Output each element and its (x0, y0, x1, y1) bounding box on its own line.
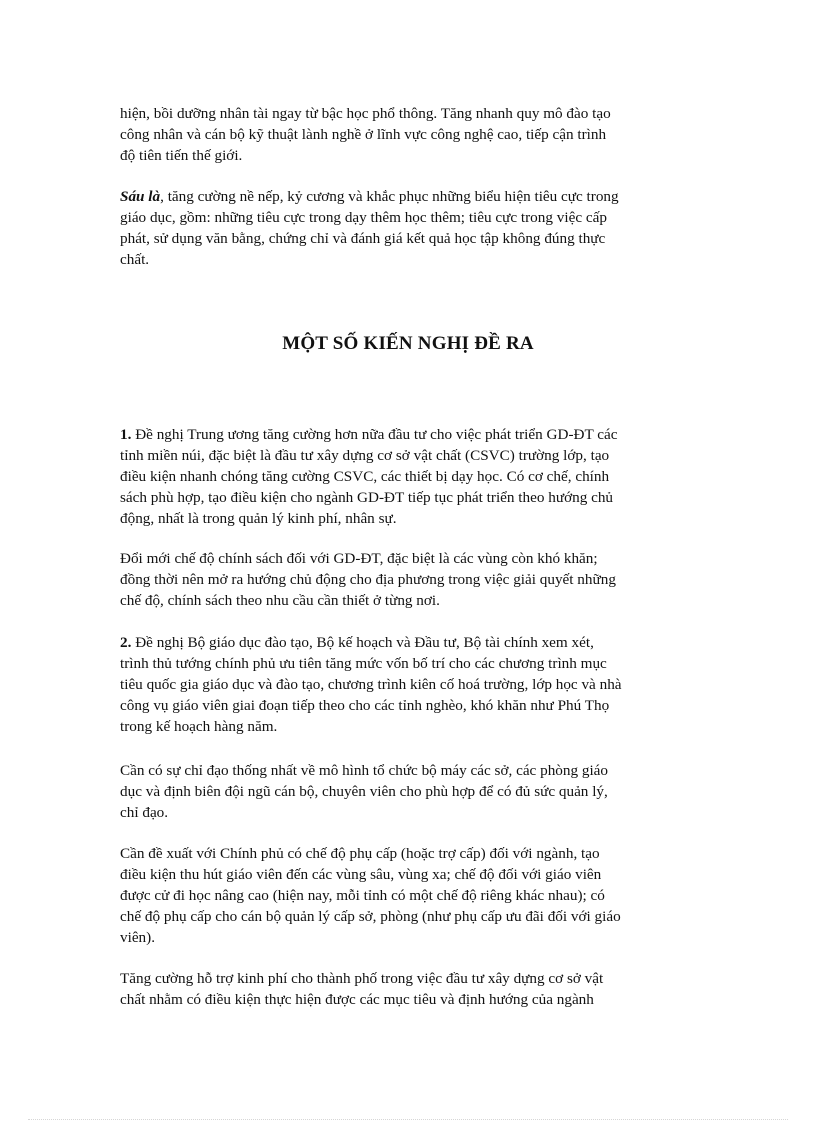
paragraph-2 (120, 186, 698, 270)
paragraph-line: công vụ giáo viên giai đoạn tiếp theo cho các tỉnh nghèo, khó khăn như Phú Thọ (120, 697, 610, 714)
paragraph-line: chất. (120, 251, 150, 268)
section-heading: MỘT SỐ KIẾN NGHỊ ĐỀ RA (282, 333, 534, 354)
paragraph-lead-term: Sáu là (120, 188, 161, 205)
paragraph-line: điều kiện thu hút giáo viên đến các vùng sâu, vùng xa; chế độ đối với giáo viên (120, 866, 602, 883)
paragraph-first-line-rest: Đề nghị Bộ giáo dục đào tạo, Bộ kế hoạch và Đầu tư, Bộ tài chính xem xét, (131, 634, 594, 651)
paragraph-line: tiêu quốc gia giáo dục và đào tạo, chương trình kiên cố hoá trường, lớp học và nhà (120, 676, 622, 693)
paragraph-line: sách phù hợp, tạo điều kiện cho ngành GD-ĐT tiếp tục phát triển theo hướng chủ (120, 489, 614, 506)
paragraph-line: công nhân và cán bộ kỹ thuật lành nghề ở lĩnh vực công nghệ cao, tiếp cận trình (120, 126, 607, 143)
paragraph-line: chế độ phụ cấp cho cán bộ quản lý cấp sở, phòng (như phụ cấp ưu đãi đối với giáo (120, 908, 621, 925)
paragraph-7 (120, 843, 698, 948)
paragraph-first-line (120, 424, 698, 445)
paragraph-first-line (120, 186, 698, 207)
paragraph-line: độ tiên tiến thế giới. (120, 147, 243, 164)
paragraph-line: hiện, bồi dưỡng nhân tài ngay từ bậc học phổ thông. Tăng nhanh quy mô đào tạo (120, 105, 611, 122)
paragraph-6 (120, 760, 698, 823)
paragraph-line: chế độ, chính sách theo nhu cầu cần thiết ở từng nơi. (120, 592, 440, 609)
paragraph-line: động, nhất là trong quản lý kinh phí, nhân sự. (120, 510, 397, 527)
paragraph-line: dục và định biên đội ngũ cán bộ, chuyên viên cho phù hợp để có đủ sức quản lý, (120, 783, 608, 800)
paragraph-line: Đổi mới chế độ chính sách đối với GD-ĐT, đặc biệt là các vùng còn khó khăn; (120, 550, 598, 567)
paragraph-line: trình thủ tướng chính phủ ưu tiên tăng mức vốn bố trí cho các chương trình mục (120, 655, 607, 672)
paragraph-line: phát, sử dụng văn bằng, chứng chỉ và đánh giá kết quả học tập không đúng thực (120, 230, 606, 247)
paragraph-4 (120, 548, 698, 611)
paragraph-line: giáo dục, gồm: những tiêu cực trong dạy thêm học thêm; tiêu cực trong việc cấp (120, 209, 607, 226)
paragraph-8 (120, 968, 698, 1010)
paragraph-line: viên). (120, 929, 156, 946)
paragraph-line: điều kiện nhanh chóng tăng cường CSVC, các thiết bị dạy học. Có cơ chế, chính (120, 468, 610, 485)
item-number: 2. (120, 634, 132, 651)
paragraph-line: Cần đề xuất với Chính phủ có chế độ phụ cấp (hoặc trợ cấp) đối với ngành, tạo (120, 845, 600, 862)
item-number: 1. (120, 426, 132, 443)
paragraph-line: Tăng cường hỗ trợ kinh phí cho thành phố trong việc đầu tư xây dựng cơ sở vật (120, 970, 604, 987)
paragraph-line: chất nhằm có điều kiện thực hiện được các mục tiêu và định hướng của ngành (120, 991, 594, 1008)
paragraph-line: Cần có sự chỉ đạo thống nhất về mô hình tổ chức bộ máy các sở, các phòng giáo (120, 762, 609, 779)
recommendation-2 (120, 632, 698, 737)
paragraph-first-line-rest: Đề nghị Trung ương tăng cường hơn nữa đầu tư cho việc phát triển GD-ĐT các (131, 426, 618, 443)
paragraph-first-line (120, 632, 698, 653)
paragraph-first-line-rest: , tăng cường nề nếp, kỷ cương và khắc phục những biểu hiện tiêu cực trong (160, 188, 619, 205)
paragraph-line: tỉnh miền núi, đặc biệt là đầu tư xây dựng cơ sở vật chất (CSVC) trường lớp, tạo (120, 447, 610, 464)
paragraph-1 (120, 103, 698, 166)
recommendation-1 (120, 424, 698, 529)
paragraph-line: được cử đi học nâng cao (hiện nay, mỗi tỉnh có một chế độ riêng khác nhau); có (120, 887, 605, 904)
page-bottom-divider (28, 1119, 788, 1120)
paragraph-line: đồng thời nên mở ra hướng chủ động cho địa phương trong việc giải quyết những (120, 571, 616, 588)
paragraph-line: chỉ đạo. (120, 804, 169, 821)
paragraph-line: trong kế hoạch hàng năm. (120, 718, 278, 735)
